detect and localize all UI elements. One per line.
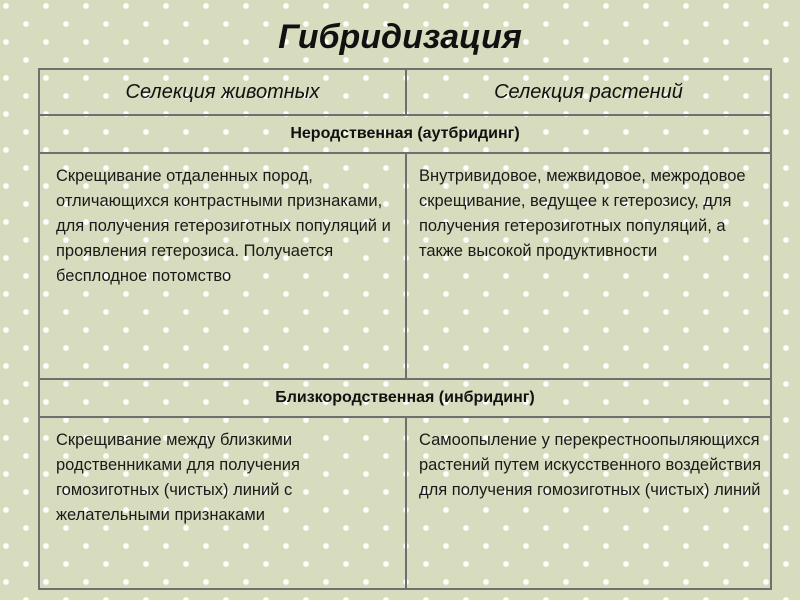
table-cell-animals	[39, 153, 406, 379]
table-row-outbreeding	[39, 153, 771, 379]
table-cell-plants	[406, 153, 771, 379]
section-heading-row-inbreeding	[39, 379, 771, 417]
section-heading-inbreeding: Близкородственная (инбридинг)	[275, 389, 535, 406]
section-heading-cell	[39, 379, 771, 417]
section-heading-outbreeding: Неродственная (аутбридинг)	[290, 125, 520, 142]
header-cell-plants	[406, 69, 771, 115]
outbreeding-plants-text: Внутривидовое, межвидовое, межродовое скрещивание, ведущее к гетерозису, для получения гетерозиготных популяций, а также высокой продуктивности	[419, 167, 746, 260]
header-cell-animals	[39, 69, 406, 115]
table-cell-plants	[406, 417, 771, 589]
table-row-inbreeding	[39, 417, 771, 589]
hybridization-table	[38, 68, 772, 590]
section-heading-row-outbreeding	[39, 115, 771, 153]
inbreeding-plants-text: Самоопыление у перекрестноопыляющихся растений путем искусственного воздействия для получения гомозиготных (чистых) линий	[419, 431, 762, 499]
section-heading-cell	[39, 115, 771, 153]
header-plants-label: Селекция растений	[494, 80, 683, 103]
slide-title: Гибридизация	[278, 18, 522, 56]
inbreeding-animals-text: Скрещивание между близкими родственниками для получения гомозиготных (чистых) линий с желательными признаками	[56, 431, 300, 524]
table-header-row	[39, 69, 771, 115]
header-animals-label: Селекция животных	[125, 80, 320, 103]
table-cell-animals	[39, 417, 406, 589]
outbreeding-animals-text: Скрещивание отдаленных пород, отличающихся контрастными признаками, для получения гетерозиготных популяций и проявления гетерозиса. Получается бесплодное потомство	[56, 167, 391, 285]
